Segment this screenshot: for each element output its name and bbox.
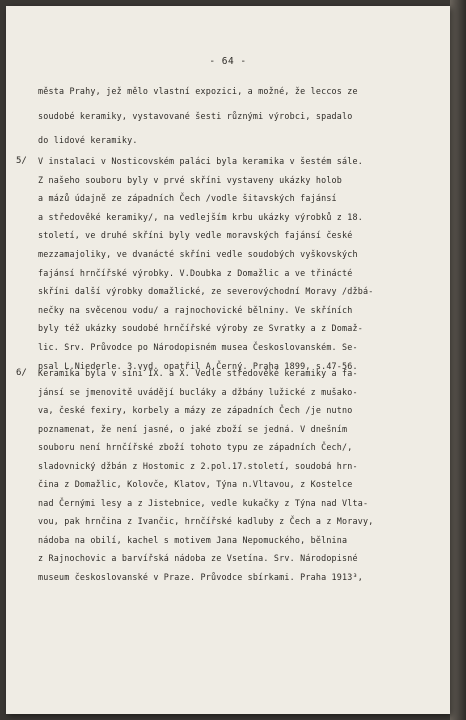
text-line: lic. Srv. Průvodce po Národopisném musea Českoslovanském. Se- — [38, 342, 358, 352]
text-line: Keramika byla v síni IX. a X. Vedle středověké keramiky a fa- — [38, 368, 358, 378]
document-page — [6, 6, 450, 714]
paragraph-number: 6/ — [16, 368, 27, 378]
page-number: - 64 - — [209, 56, 247, 67]
text-line: a středověké keramiky/, na vedlejším krbu ukázky výrobků z 18. — [38, 211, 364, 222]
text-line: sladovnický džbán z Hostomic z 2.pol.17.století, soudobá hrn- — [38, 460, 358, 471]
text-line: nádoba na obilí, kachel s motivem Jana Nepomuckého, bělnina — [38, 534, 348, 545]
text-line: z Rajnochovic a barvířská nádoba ze Vsetína. Srv. Národopisné — [38, 553, 358, 563]
text-line: století, ve druhé skříni byly vedle moravských fajánsí české — [38, 230, 353, 241]
text-line: byly též ukázky soudobé hrnčířské výroby ze Svratky a z Domaž- — [38, 323, 364, 334]
text-line: vou, pak hrnčina z Ivančic, hrnčířské kadluby z Čech a z Moravy, — [38, 516, 374, 526]
text-line: psal L.Niederle. 3.vyd. opatřil A.Černý. Praha 1899, s.47-56. — [38, 360, 358, 371]
text-line: nečky na svěcenou vodu/ a rajnochovické bělniny. Ve skříních — [38, 304, 353, 315]
text-line: V instalaci v Nosticovském paláci byla keramika v šestém sále. — [38, 156, 364, 166]
text-line: čina z Domažlic, Kolovče, Klatov, Týna n.Vltavou, z Kostelce — [38, 479, 353, 489]
text-line: souboru není hrnčířské zboží tohoto typu ze západních Čech/, — [38, 442, 353, 452]
paragraph-number: 5/ — [16, 156, 27, 166]
text-line: Z našeho souboru byly v prvé skříni vystaveny ukázky holob — [38, 174, 343, 185]
text-line: do lidové keramiky. — [38, 135, 138, 145]
text-line: skříni další výrobky domažlické, ze severovýchodní Moravy /džbá- — [38, 286, 374, 297]
text-line: města Prahy, jež mělo vlastní expozici, a možné, že leccos ze — [38, 86, 358, 96]
text-line: museum českoslovanské v Praze. Průvodce sbírkami. Praha 1913³, — [38, 571, 364, 582]
text-line: fajánsí hrnčířské výrobky. V.Doubka z Domažlic a ve třinácté — [38, 267, 353, 278]
text-line: mezzamajoliky, ve dvanácté skříni vedle soudobých vyškovských — [38, 249, 358, 259]
book-binding-edge — [450, 0, 466, 720]
text-line: jánsí se jmenovitě uvádějí bucláky a džbány lužické z mušako- — [38, 386, 358, 397]
text-line: poznamenat, že není jasné, o jaké zboží se jedná. V dnešním — [38, 423, 348, 434]
text-line: a mázů údajně ze západních Čech /vodle šitavských fajánsí — [38, 193, 337, 204]
text-line: soudobé keramiky, vystavované šesti různými výrobci, spadalo — [38, 110, 353, 121]
text-line: nad Černými lesy a z Jistebnice, vedle kukačky z Týna nad Vlta- — [38, 497, 369, 508]
text-line: va, české fexiry, korbely a mázy ze západních Čech /je nutno — [38, 405, 353, 415]
